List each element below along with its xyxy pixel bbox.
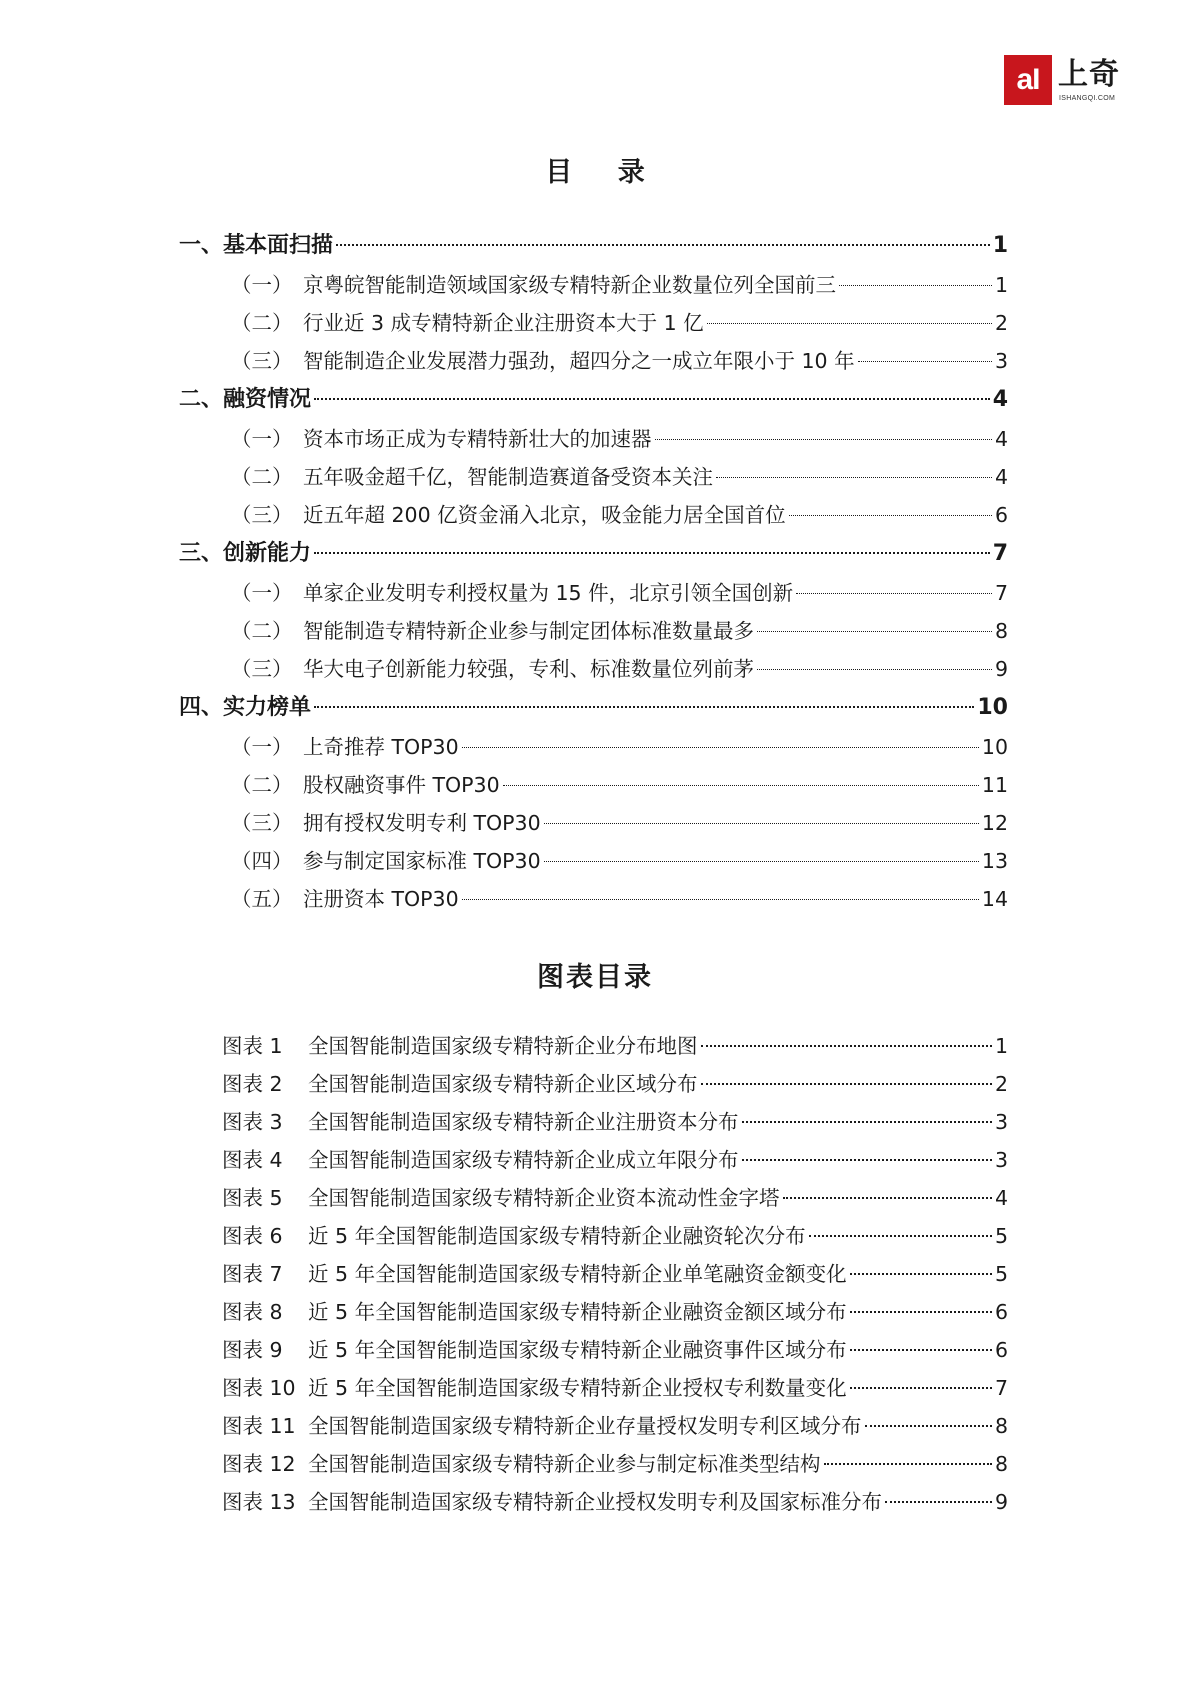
section-page: 2 <box>994 311 1008 335</box>
section-title: 资本市场正成为专精特新壮大的加速器 <box>303 427 652 451</box>
section-page: 7 <box>994 581 1008 605</box>
dot-leader <box>707 323 992 324</box>
section-title: 五年吸金超千亿，智能制造赛道备受资本关注 <box>303 465 713 489</box>
section-title: 拥有授权发明专利 TOP30 <box>303 811 541 835</box>
section-number: （二） <box>231 311 293 335</box>
toc-section[interactable] <box>179 420 1008 458</box>
figure-entry[interactable] <box>222 1255 1008 1293</box>
section-number: （三） <box>231 811 293 835</box>
figure-title: 近 5 年全国智能制造国家级专精特新企业融资金额区域分布 <box>308 1300 847 1324</box>
section-page: 9 <box>994 657 1008 681</box>
figure-title: 近 5 年全国智能制造国家级专精特新企业融资轮次分布 <box>308 1224 806 1248</box>
figure-entry[interactable] <box>222 1445 1008 1483</box>
toc-section[interactable] <box>179 496 1008 534</box>
section-title: 上奇推荐 TOP30 <box>303 735 459 759</box>
figure-entry[interactable] <box>222 1027 1008 1065</box>
figure-number: 图表 4 <box>222 1148 283 1172</box>
dot-leader <box>503 785 979 786</box>
section-title: 行业近 3 成专精特新企业注册资本大于 1 亿 <box>303 311 704 335</box>
toc-chapter[interactable] <box>179 226 1008 266</box>
section-page: 4 <box>994 427 1008 451</box>
section-title: 智能制造企业发展潜力强劲，超四分之一成立年限小于 10 年 <box>303 349 855 373</box>
figure-page: 7 <box>994 1376 1008 1400</box>
dot-leader <box>314 706 974 708</box>
figure-page: 1 <box>994 1034 1008 1058</box>
figure-entry[interactable] <box>222 1407 1008 1445</box>
dot-leader <box>865 1425 992 1427</box>
dot-leader <box>336 244 990 246</box>
figure-page: 8 <box>994 1452 1008 1476</box>
section-page: 10 <box>981 735 1008 759</box>
dot-leader <box>462 899 979 900</box>
section-title: 华大电子创新能力较强，专利、标准数量位列前茅 <box>303 657 754 681</box>
dot-leader <box>858 361 992 362</box>
dot-leader <box>742 1159 992 1161</box>
toc-section[interactable] <box>179 766 1008 804</box>
dot-leader <box>701 1083 992 1085</box>
section-page: 13 <box>981 849 1008 873</box>
toc-section[interactable] <box>179 728 1008 766</box>
dot-leader <box>885 1501 992 1503</box>
figures-title: 图表目录 <box>537 962 653 993</box>
figure-entry[interactable] <box>222 1141 1008 1179</box>
figure-number: 图表 3 <box>222 1110 283 1134</box>
figure-page: 9 <box>994 1490 1008 1514</box>
figure-title: 近 5 年全国智能制造国家级专精特新企业融资事件区域分布 <box>308 1338 847 1362</box>
section-number: （五） <box>231 887 293 911</box>
dot-leader <box>789 515 992 516</box>
chapter-page: 7 <box>992 541 1008 566</box>
dot-leader <box>824 1463 992 1465</box>
section-number: （二） <box>231 465 293 489</box>
chapter-title: 创新能力 <box>223 541 312 566</box>
toc-section[interactable] <box>179 880 1008 918</box>
dot-leader <box>757 669 992 670</box>
section-title: 股权融资事件 TOP30 <box>303 773 500 797</box>
logo-mark: aI <box>1004 55 1052 105</box>
figure-number: 图表 9 <box>222 1338 283 1362</box>
section-number: （一） <box>231 427 293 451</box>
dot-leader <box>850 1387 992 1389</box>
figure-page: 3 <box>994 1110 1008 1134</box>
figure-title: 全国智能制造国家级专精特新企业参与制定标准类型结构 <box>308 1452 821 1476</box>
chapter-title: 实力榜单 <box>223 695 312 720</box>
figure-page: 8 <box>994 1414 1008 1438</box>
chapter-number: 四、 <box>179 695 224 720</box>
figure-number: 图表 2 <box>222 1072 283 1096</box>
section-title: 单家企业发明专利授权量为 15 件，北京引领全国创新 <box>303 581 794 605</box>
dot-leader <box>314 552 990 554</box>
section-number: （三） <box>231 503 293 527</box>
section-page: 1 <box>994 273 1008 297</box>
figure-entry[interactable] <box>222 1369 1008 1407</box>
figure-title: 全国智能制造国家级专精特新企业注册资本分布 <box>308 1110 739 1134</box>
toc-section[interactable] <box>179 458 1008 496</box>
section-number: （一） <box>231 581 293 605</box>
chapter-title: 融资情况 <box>223 387 312 412</box>
toc-section[interactable] <box>179 842 1008 880</box>
section-number: （三） <box>231 349 293 373</box>
figure-page: 6 <box>994 1338 1008 1362</box>
figure-number: 图表 12 <box>222 1452 296 1476</box>
section-title: 智能制造专精特新企业参与制定团体标准数量最多 <box>303 619 754 643</box>
toc-section[interactable] <box>179 342 1008 380</box>
figure-entry[interactable] <box>222 1331 1008 1369</box>
dot-leader <box>314 398 990 400</box>
dot-leader <box>462 747 979 748</box>
figure-page: 4 <box>994 1186 1008 1210</box>
dot-leader <box>655 439 992 440</box>
section-title: 参与制定国家标准 TOP30 <box>303 849 541 873</box>
figure-entry[interactable] <box>222 1217 1008 1255</box>
figure-title: 全国智能制造国家级专精特新企业存量授权发明专利区域分布 <box>308 1414 862 1438</box>
section-page: 14 <box>981 887 1008 911</box>
section-title: 近五年超 200 亿资金涌入北京，吸金能力居全国首位 <box>303 503 786 527</box>
figure-number: 图表 10 <box>222 1376 296 1400</box>
figure-number: 图表 1 <box>222 1034 283 1058</box>
figure-page: 3 <box>994 1148 1008 1172</box>
figure-number: 图表 7 <box>222 1262 283 1286</box>
section-page: 4 <box>994 465 1008 489</box>
dot-leader <box>742 1121 992 1123</box>
figure-number: 图表 5 <box>222 1186 283 1210</box>
chapter-page: 10 <box>977 695 1008 720</box>
chapter-title: 基本面扫描 <box>223 233 334 258</box>
figure-number: 图表 13 <box>222 1490 296 1514</box>
chapter-page: 1 <box>992 233 1008 258</box>
brand-logo <box>1004 55 1134 110</box>
figure-entry[interactable] <box>222 1483 1008 1521</box>
section-page: 8 <box>994 619 1008 643</box>
figure-page: 5 <box>994 1224 1008 1248</box>
toc-section[interactable] <box>179 650 1008 688</box>
figure-title: 全国智能制造国家级专精特新企业授权发明专利及国家标准分布 <box>308 1490 882 1514</box>
figure-page: 5 <box>994 1262 1008 1286</box>
figure-title: 近 5 年全国智能制造国家级专精特新企业授权专利数量变化 <box>308 1376 847 1400</box>
dot-leader <box>839 285 992 286</box>
section-title: 京粤皖智能制造领域国家级专精特新企业数量位列全国前三 <box>303 273 836 297</box>
figure-number: 图表 8 <box>222 1300 283 1324</box>
chapter-number: 三、 <box>179 541 224 566</box>
toc-section[interactable] <box>179 266 1008 304</box>
dot-leader <box>544 823 979 824</box>
toc-section[interactable] <box>179 612 1008 650</box>
logo-domain: ISHANGQI.COM <box>1059 95 1116 102</box>
section-page: 12 <box>981 811 1008 835</box>
section-page: 11 <box>981 773 1008 797</box>
figure-title: 全国智能制造国家级专精特新企业分布地图 <box>308 1034 698 1058</box>
toc-chapter[interactable] <box>179 380 1008 420</box>
figure-title: 全国智能制造国家级专精特新企业成立年限分布 <box>308 1148 739 1172</box>
toc-title: 目 录 <box>545 157 663 188</box>
section-number: （三） <box>231 657 293 681</box>
toc-section[interactable] <box>179 804 1008 842</box>
section-number: （二） <box>231 773 293 797</box>
toc-chapter[interactable] <box>179 534 1008 574</box>
section-title: 注册资本 TOP30 <box>303 887 459 911</box>
dot-leader <box>850 1349 992 1351</box>
dot-leader <box>850 1311 992 1313</box>
figure-entry[interactable] <box>222 1179 1008 1217</box>
chapter-page: 4 <box>992 387 1008 412</box>
section-page: 6 <box>994 503 1008 527</box>
dot-leader <box>783 1197 992 1199</box>
toc-chapter[interactable] <box>179 688 1008 728</box>
toc-section[interactable] <box>179 574 1008 612</box>
figure-entry[interactable] <box>222 1293 1008 1331</box>
figure-entry[interactable] <box>222 1065 1008 1103</box>
dot-leader <box>701 1045 992 1047</box>
figure-number: 图表 6 <box>222 1224 283 1248</box>
section-number: （一） <box>231 735 293 759</box>
figure-entry[interactable] <box>222 1103 1008 1141</box>
figure-title: 近 5 年全国智能制造国家级专精特新企业单笔融资金额变化 <box>308 1262 847 1286</box>
figure-number: 图表 11 <box>222 1414 296 1438</box>
dot-leader <box>716 477 992 478</box>
dot-leader <box>544 861 979 862</box>
table-of-contents <box>179 226 1008 918</box>
section-number: （一） <box>231 273 293 297</box>
figure-page: 2 <box>994 1072 1008 1096</box>
dot-leader <box>850 1273 992 1275</box>
section-page: 3 <box>994 349 1008 373</box>
dot-leader <box>796 593 992 594</box>
chapter-number: 一、 <box>179 233 224 258</box>
dot-leader <box>809 1235 992 1237</box>
section-number: （二） <box>231 619 293 643</box>
section-number: （四） <box>231 849 293 873</box>
figure-list <box>222 1027 1008 1521</box>
figure-title: 全国智能制造国家级专精特新企业资本流动性金字塔 <box>308 1186 780 1210</box>
figure-title: 全国智能制造国家级专精特新企业区域分布 <box>308 1072 698 1096</box>
toc-section[interactable] <box>179 304 1008 342</box>
figure-page: 6 <box>994 1300 1008 1324</box>
logo-name: 上奇 <box>1058 57 1120 92</box>
dot-leader <box>757 631 992 632</box>
chapter-number: 二、 <box>179 387 224 412</box>
